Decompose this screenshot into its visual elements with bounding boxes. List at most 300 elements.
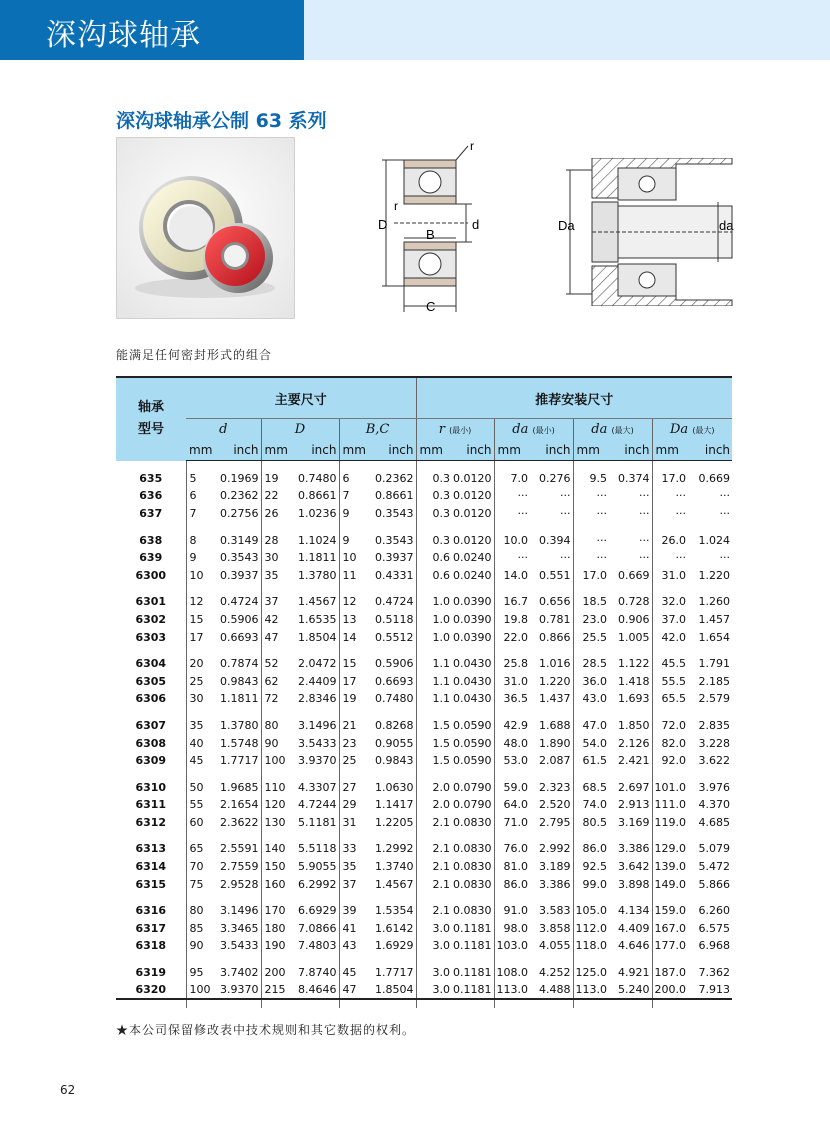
table-cell: 1.2205 bbox=[375, 815, 414, 829]
table-cell: 0.4331 bbox=[375, 568, 414, 582]
bearing-spec-table bbox=[116, 376, 732, 1008]
table-cell: 0.8661 bbox=[375, 489, 414, 503]
table-cell: 3.3465 bbox=[220, 921, 259, 935]
table-cell: 3.7402 bbox=[220, 966, 259, 980]
column-symbol-4 bbox=[416, 419, 494, 441]
table-cell: 1.3780 bbox=[298, 568, 337, 582]
table-cell: 2.126 bbox=[618, 736, 650, 750]
table-cell: 4.646 bbox=[618, 939, 650, 953]
table-row bbox=[116, 796, 732, 814]
table-cell: 61.5 bbox=[573, 752, 609, 770]
main-dimensions-header: 主要尺寸 bbox=[186, 377, 416, 419]
table-cell: ··· bbox=[639, 489, 650, 503]
table-cell: 65 bbox=[186, 840, 218, 858]
table-cell: 42 bbox=[261, 611, 293, 629]
table-cell: 1.8504 bbox=[298, 630, 337, 644]
table-cell: 22 bbox=[261, 487, 293, 505]
table-cell: ··· bbox=[639, 533, 650, 547]
unit-mm-header: mm bbox=[339, 440, 371, 461]
table-cell: 2.5591 bbox=[220, 842, 259, 856]
table-row bbox=[116, 964, 732, 982]
table-cell: 25.8 bbox=[494, 655, 530, 673]
table-cell: ··· bbox=[560, 506, 571, 520]
table-cell: 0.0430 bbox=[453, 657, 492, 671]
table-cell: 0.781 bbox=[539, 612, 571, 626]
table-cell: 7 bbox=[186, 505, 218, 523]
table-cell: 2.1 bbox=[416, 902, 452, 920]
group-spacer bbox=[116, 646, 732, 655]
table-cell: 10 bbox=[186, 566, 218, 584]
table-cell: ··· bbox=[719, 489, 731, 503]
table-cell: 25.5 bbox=[573, 628, 609, 646]
bearing-model-cell: 6303 bbox=[135, 630, 167, 644]
table-cell: 5.472 bbox=[698, 860, 731, 874]
table-cell: 1.437 bbox=[539, 692, 571, 706]
table-cell: 3.9370 bbox=[298, 754, 337, 768]
table-cell: 7.913 bbox=[688, 981, 732, 999]
table-cell: 1.0236 bbox=[298, 506, 337, 520]
table-cell: 125.0 bbox=[573, 964, 609, 982]
table-cell: 0.3 bbox=[416, 470, 452, 488]
group-spacer bbox=[116, 999, 732, 1008]
table-cell: 160 bbox=[261, 875, 293, 893]
table-cell: 3.0 bbox=[416, 937, 452, 955]
table-cell: 30 bbox=[261, 549, 293, 567]
table-cell: 5.5118 bbox=[298, 842, 337, 856]
table-cell: 0.3 bbox=[416, 531, 452, 549]
table-cell: 1.890 bbox=[539, 736, 571, 750]
table-cell: 1.693 bbox=[618, 692, 650, 706]
table-cell: 4.370 bbox=[698, 798, 731, 812]
table-cell: 0.0430 bbox=[453, 692, 492, 706]
table-cell: 100 bbox=[261, 752, 293, 770]
bearing-model-cell: 6310 bbox=[135, 780, 167, 794]
table-row bbox=[116, 814, 732, 832]
table-cell: 0.0830 bbox=[453, 904, 492, 918]
table-cell: 99.0 bbox=[573, 875, 609, 893]
bearing-model-cell: 6315 bbox=[135, 877, 167, 891]
table-cell: 92.5 bbox=[573, 858, 609, 876]
table-cell: 1.016 bbox=[539, 657, 571, 671]
table-cell: 3.5433 bbox=[220, 939, 259, 953]
table-cell: 129.0 bbox=[652, 840, 688, 858]
table-cell: 200 bbox=[261, 964, 293, 982]
table-cell: 30 bbox=[186, 690, 218, 708]
table-cell: 68.5 bbox=[573, 778, 609, 796]
table-cell: 1.6929 bbox=[375, 939, 414, 953]
table-cell: 187.0 bbox=[652, 964, 688, 982]
table-cell: 43 bbox=[339, 937, 371, 955]
table-cell: 12 bbox=[186, 593, 218, 611]
unit-inch-header: inch bbox=[688, 440, 732, 461]
table-cell: 4.134 bbox=[618, 904, 650, 918]
table-cell: 1.1024 bbox=[298, 533, 337, 547]
table-cell: 45 bbox=[186, 752, 218, 770]
table-cell: 0.5906 bbox=[375, 657, 414, 671]
label-B: B bbox=[426, 227, 435, 242]
bearing-model-cell: 6314 bbox=[135, 860, 167, 874]
table-cell: 0.7480 bbox=[375, 692, 414, 706]
table-cell: 5.079 bbox=[698, 842, 731, 856]
unit-inch-header: inch bbox=[452, 440, 494, 461]
table-cell: 50 bbox=[186, 778, 218, 796]
table-cell: 0.3937 bbox=[220, 568, 259, 582]
table-row bbox=[116, 593, 732, 611]
table-row bbox=[116, 628, 732, 646]
table-cell: 1.1 bbox=[416, 690, 452, 708]
table-cell: 37 bbox=[339, 875, 371, 893]
table-cell: 31 bbox=[339, 814, 371, 832]
label-Da: Da bbox=[558, 218, 575, 233]
table-cell: 29 bbox=[339, 796, 371, 814]
table-cell: 22.0 bbox=[494, 628, 530, 646]
table-cell: 0.728 bbox=[618, 595, 650, 609]
table-cell: 139.0 bbox=[652, 858, 688, 876]
group-spacer bbox=[116, 584, 732, 593]
table-cell: 2.185 bbox=[698, 674, 731, 688]
table-cell: 74.0 bbox=[573, 796, 609, 814]
label-d: d bbox=[472, 217, 480, 232]
table-cell: 6.968 bbox=[698, 939, 731, 953]
bearing-model-cell: 6318 bbox=[135, 939, 167, 953]
table-cell: 2.520 bbox=[539, 798, 571, 812]
table-cell: 16.7 bbox=[494, 593, 530, 611]
combination-note: 能满足任何密封形式的组合 bbox=[116, 348, 273, 362]
table-cell: 2.835 bbox=[698, 718, 731, 732]
bearing-model-cell: 6309 bbox=[135, 754, 167, 768]
table-cell: 1.0630 bbox=[375, 780, 414, 794]
table-cell: 1.0 bbox=[416, 628, 452, 646]
table-cell: 6.2992 bbox=[298, 877, 337, 891]
table-cell: 3.9370 bbox=[218, 981, 261, 999]
bearing-model-cell: 6307 bbox=[135, 718, 167, 732]
table-row bbox=[116, 672, 732, 690]
table-cell: 0.6 bbox=[416, 566, 452, 584]
model-header-line1: 轴承 bbox=[137, 400, 164, 416]
table-cell: 7.0 bbox=[494, 470, 530, 488]
table-cell: 2.579 bbox=[698, 692, 731, 706]
table-cell: 0.0390 bbox=[453, 595, 492, 609]
table-cell: 1.5 bbox=[416, 734, 452, 752]
table-cell: 25 bbox=[339, 752, 371, 770]
table-cell: ··· bbox=[494, 549, 530, 567]
table-cell: 2.795 bbox=[539, 815, 571, 829]
bearing-model-cell: 635 bbox=[139, 471, 163, 485]
bearing-model-cell: 6302 bbox=[135, 612, 167, 626]
table-cell: 62 bbox=[261, 672, 293, 690]
table-cell: 6.575 bbox=[698, 921, 731, 935]
table-cell: 2.1 bbox=[416, 840, 452, 858]
table-cell: 10.0 bbox=[494, 531, 530, 549]
table-cell: 0.1181 bbox=[453, 939, 492, 953]
table-cell: 2.421 bbox=[618, 754, 650, 768]
table-cell: 1.418 bbox=[618, 674, 650, 688]
table-cell: 5.9055 bbox=[298, 860, 337, 874]
table-cell: 0.0120 bbox=[453, 506, 492, 520]
table-cell: 3.5433 bbox=[298, 736, 337, 750]
bearing-model-cell: 638 bbox=[139, 533, 163, 547]
table-cell: 23.0 bbox=[573, 611, 609, 629]
table-cell: 0.1181 bbox=[452, 981, 494, 999]
unit-mm-header: mm bbox=[494, 440, 530, 461]
table-cell: 27 bbox=[339, 778, 371, 796]
table-cell: 4.252 bbox=[539, 966, 571, 980]
unit-inch-header: inch bbox=[530, 440, 573, 461]
table-cell: 4.921 bbox=[618, 966, 650, 980]
table-cell: 0.551 bbox=[539, 568, 571, 582]
table-cell: 45 bbox=[339, 964, 371, 982]
table-row bbox=[116, 875, 732, 893]
label-C: C bbox=[426, 299, 436, 314]
table-cell: 1.654 bbox=[698, 630, 731, 644]
table-cell: 101.0 bbox=[652, 778, 688, 796]
table-cell: 0.6 bbox=[416, 549, 452, 567]
table-cell: 1.220 bbox=[698, 568, 731, 582]
table-cell: 8.4646 bbox=[293, 981, 339, 999]
table-cell: 47 bbox=[339, 981, 371, 999]
bearing-model-cell: 6304 bbox=[135, 657, 167, 671]
page-number: 62 bbox=[60, 1083, 76, 1097]
table-cell: 3.858 bbox=[539, 921, 571, 935]
table-cell: 0.866 bbox=[539, 630, 571, 644]
table-cell: 0.4724 bbox=[375, 595, 414, 609]
table-cell: 12 bbox=[339, 593, 371, 611]
table-cell: 2.1 bbox=[416, 814, 452, 832]
table-cell: ··· bbox=[719, 551, 731, 565]
table-cell: 53.0 bbox=[494, 752, 530, 770]
table-cell: 9 bbox=[339, 531, 371, 549]
table-cell: 1.0 bbox=[416, 611, 452, 629]
table-cell: 7.4803 bbox=[298, 939, 337, 953]
label-D: D bbox=[378, 217, 388, 232]
table-row bbox=[116, 902, 732, 920]
table-cell: 98.0 bbox=[494, 920, 530, 938]
table-cell: 1.220 bbox=[539, 674, 571, 688]
table-cell: 149.0 bbox=[652, 875, 688, 893]
table-cell: 6 bbox=[186, 487, 218, 505]
table-cell: 91.0 bbox=[494, 902, 530, 920]
table-row bbox=[116, 752, 732, 770]
table-cell: 19 bbox=[339, 690, 371, 708]
table-cell: 1.3780 bbox=[220, 718, 259, 732]
table-cell: 0.0830 bbox=[453, 815, 492, 829]
table-cell: 2.992 bbox=[539, 842, 571, 856]
table-cell: 2.697 bbox=[618, 780, 650, 794]
table-cell: ··· bbox=[560, 489, 571, 503]
table-cell: 1.2992 bbox=[375, 842, 414, 856]
table-cell: 75 bbox=[186, 875, 218, 893]
table-cell: 2.0 bbox=[416, 796, 452, 814]
table-cell: 7.0866 bbox=[298, 921, 337, 935]
table-row bbox=[116, 487, 732, 505]
table-cell: 0.0590 bbox=[453, 754, 492, 768]
table-cell: 15 bbox=[339, 655, 371, 673]
table-cell: 2.8346 bbox=[298, 692, 337, 706]
table-cell: 71.0 bbox=[494, 814, 530, 832]
table-cell: 0.0830 bbox=[453, 842, 492, 856]
table-cell: 35 bbox=[261, 566, 293, 584]
table-cell: 65.5 bbox=[652, 690, 688, 708]
symbol-qualifier: (最小) bbox=[532, 426, 555, 435]
table-cell: 0.6693 bbox=[375, 674, 414, 688]
table-row bbox=[116, 858, 732, 876]
table-cell: 170 bbox=[261, 902, 293, 920]
table-cell: 3.976 bbox=[698, 780, 731, 794]
bearing-model-cell: 6313 bbox=[135, 842, 167, 856]
table-cell: 3.898 bbox=[618, 877, 650, 891]
symbol-qualifier: (最小) bbox=[449, 426, 472, 435]
table-cell: 72.0 bbox=[652, 717, 688, 735]
group-spacer bbox=[116, 461, 732, 470]
table-cell: 7.362 bbox=[698, 966, 731, 980]
table-row bbox=[116, 470, 732, 488]
symbol-text: da bbox=[591, 422, 608, 437]
table-cell: 36.0 bbox=[573, 672, 609, 690]
table-cell: 2.1654 bbox=[220, 798, 259, 812]
table-cell: 52 bbox=[261, 655, 293, 673]
table-cell: 1.5 bbox=[416, 752, 452, 770]
installation-diagram bbox=[556, 158, 736, 306]
table-cell: 0.0790 bbox=[453, 780, 492, 794]
table-cell: 0.6693 bbox=[220, 630, 259, 644]
table-cell: 80 bbox=[261, 717, 293, 735]
table-cell: 3.386 bbox=[618, 842, 650, 856]
table-cell: 0.906 bbox=[618, 612, 650, 626]
table-cell: 2.0472 bbox=[298, 657, 337, 671]
group-spacer bbox=[116, 893, 732, 902]
table-cell: 120 bbox=[261, 796, 293, 814]
table-cell: 54.0 bbox=[573, 734, 609, 752]
table-cell: 86.0 bbox=[573, 840, 609, 858]
group-spacer bbox=[116, 522, 732, 531]
table-cell: 1.260 bbox=[698, 595, 731, 609]
table-cell: 70 bbox=[186, 858, 218, 876]
table-cell: 0.3543 bbox=[220, 551, 259, 565]
group-spacer bbox=[116, 955, 732, 964]
unit-inch-header: inch bbox=[293, 440, 339, 461]
table-cell: 17.0 bbox=[652, 470, 688, 488]
table-cell: 0.3 bbox=[416, 505, 452, 523]
table-cell: ··· bbox=[494, 487, 530, 505]
table-cell: 0.0120 bbox=[453, 471, 492, 485]
table-cell: 2.087 bbox=[539, 754, 571, 768]
table-cell: 21 bbox=[339, 717, 371, 735]
table-cell: 59.0 bbox=[494, 778, 530, 796]
table-cell: 111.0 bbox=[652, 796, 688, 814]
symbol-text: Da bbox=[669, 422, 689, 437]
table-cell: 140 bbox=[261, 840, 293, 858]
table-cell: 4.488 bbox=[530, 981, 573, 999]
table-row bbox=[116, 611, 732, 629]
table-cell: 8 bbox=[186, 531, 218, 549]
table-cell: 1.9685 bbox=[220, 780, 259, 794]
table-cell: 0.8268 bbox=[375, 718, 414, 732]
table-cell: 17.0 bbox=[573, 566, 609, 584]
unit-inch-header: inch bbox=[371, 440, 416, 461]
table-cell: 81.0 bbox=[494, 858, 530, 876]
table-cell: 103.0 bbox=[494, 937, 530, 955]
symbol-text: d bbox=[219, 422, 228, 437]
table-cell: 60 bbox=[186, 814, 218, 832]
table-row bbox=[116, 937, 732, 955]
product-photo bbox=[116, 137, 295, 319]
table-cell: 14 bbox=[339, 628, 371, 646]
header-tab bbox=[0, 0, 304, 60]
table-cell: 1.4567 bbox=[298, 595, 337, 609]
bearing-model-cell: 6311 bbox=[135, 798, 167, 812]
table-cell: 1.457 bbox=[698, 612, 731, 626]
table-cell: ··· bbox=[573, 487, 609, 505]
table-row bbox=[116, 920, 732, 938]
table-cell: 3.642 bbox=[618, 860, 650, 874]
column-symbol-1 bbox=[186, 419, 261, 441]
table-cell: 90 bbox=[261, 734, 293, 752]
table-cell: 55.5 bbox=[652, 672, 688, 690]
table-cell: 3.1496 bbox=[298, 718, 337, 732]
table-cell: 113.0 bbox=[573, 981, 609, 999]
bearing-model-cell: 637 bbox=[139, 506, 163, 520]
table-cell: 1.5748 bbox=[220, 736, 259, 750]
bearing-cross-section-diagram bbox=[376, 138, 494, 318]
table-cell: 14.0 bbox=[494, 566, 530, 584]
table-cell: 4.7244 bbox=[298, 798, 337, 812]
table-cell: 10 bbox=[339, 549, 371, 567]
table-cell: 2.4409 bbox=[298, 674, 337, 688]
table-cell: 6.6929 bbox=[298, 904, 337, 918]
table-cell: 0.2362 bbox=[220, 489, 259, 503]
table-cell: 1.1 bbox=[416, 672, 452, 690]
bearing-photo-illustration bbox=[117, 138, 294, 318]
table-cell: 9 bbox=[186, 549, 218, 567]
unit-inch-header: inch bbox=[609, 440, 652, 461]
table-cell: 37 bbox=[261, 593, 293, 611]
table-cell: 0.669 bbox=[698, 471, 731, 485]
table-cell: ··· bbox=[494, 505, 530, 523]
table-cell: 105.0 bbox=[573, 902, 609, 920]
table-cell: ··· bbox=[573, 549, 609, 567]
table-cell: 3.386 bbox=[539, 877, 571, 891]
table-cell: 48.0 bbox=[494, 734, 530, 752]
label-r-side: r bbox=[394, 199, 398, 213]
group-spacer bbox=[116, 708, 732, 717]
table-cell: 0.2756 bbox=[220, 506, 259, 520]
table-cell: 110 bbox=[261, 778, 293, 796]
table-cell: 0.3937 bbox=[375, 551, 414, 565]
table-cell: 0.3543 bbox=[375, 506, 414, 520]
table-cell: 6.260 bbox=[698, 904, 731, 918]
table-cell: 1.4567 bbox=[375, 877, 414, 891]
table-cell: 150 bbox=[261, 858, 293, 876]
table-cell: 7 bbox=[339, 487, 371, 505]
table-cell: 31.0 bbox=[652, 566, 688, 584]
table-cell: 42.0 bbox=[652, 628, 688, 646]
model-column-header bbox=[116, 377, 186, 461]
table-cell: 90 bbox=[186, 937, 218, 955]
table-row bbox=[116, 840, 732, 858]
unit-mm-header: mm bbox=[416, 440, 452, 461]
table-cell: 9 bbox=[339, 505, 371, 523]
table-cell: 1.3740 bbox=[375, 860, 414, 874]
symbol-text: da bbox=[512, 422, 529, 437]
table-cell: ··· bbox=[639, 551, 650, 565]
table-cell: 177.0 bbox=[652, 937, 688, 955]
table-cell: 47.0 bbox=[573, 717, 609, 735]
table-cell: 26.0 bbox=[652, 531, 688, 549]
table-cell: 80 bbox=[186, 902, 218, 920]
table-cell: 35 bbox=[186, 717, 218, 735]
table-cell: 130 bbox=[261, 814, 293, 832]
table-cell: 2.913 bbox=[618, 798, 650, 812]
